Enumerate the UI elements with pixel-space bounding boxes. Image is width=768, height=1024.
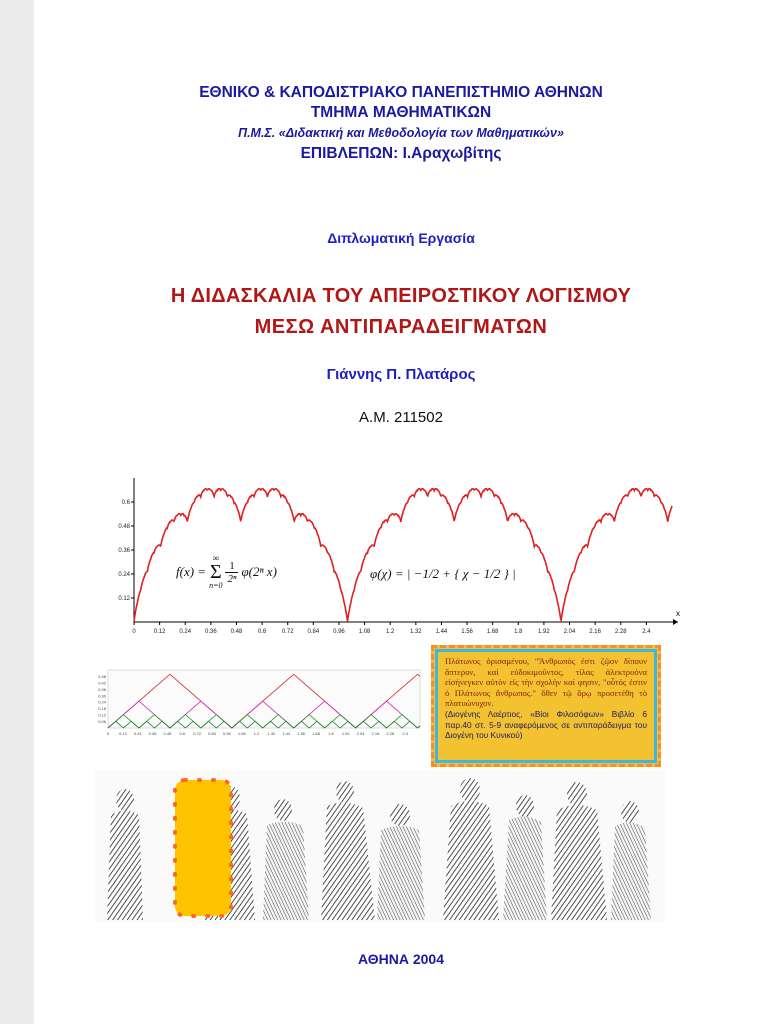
x-tick-label: 0.6 — [257, 629, 267, 635]
x-tick-label: 1.44 — [435, 629, 448, 635]
author-name: Γιάννης Π. Πλατάρος — [326, 366, 476, 383]
x-tick-label: 0.84 — [307, 629, 320, 635]
y-tick-label: 0.48 — [118, 524, 130, 530]
x-tick-label: 1.8 — [328, 731, 334, 736]
formula-f: f(x) = ∞ Σ n=0 1 2ⁿ φ(2ⁿ x) — [176, 553, 277, 590]
x-tick-label: 0 — [106, 731, 110, 736]
thesis-type: Διπλωματική Εργασία — [327, 230, 475, 246]
cover-page — [34, 0, 768, 1024]
x-tick-label: 1.68 — [486, 629, 499, 635]
x-tick-label: 2.16 — [589, 629, 601, 635]
x-tick-label: 1.56 — [297, 731, 306, 736]
y-tick-label: 0.24 — [118, 572, 130, 578]
footer-place-year: ΑΘΗΝΑ 2004 — [358, 951, 444, 967]
department-name: ΤΜΗΜΑ ΜΑΘΗΜΑΤΙΚΩΝ — [310, 104, 492, 121]
formula-phi: φ(χ) = | −1/2 + { χ − 1/2 } | — [370, 566, 516, 581]
x-tick-label: 1.92 — [341, 731, 350, 736]
x-tick-label: 1.2 — [386, 629, 395, 635]
x-tick-label: 0.24 — [133, 731, 142, 736]
x-tick-label: 1.68 — [312, 731, 320, 736]
x-tick-label: 1.2 — [253, 731, 260, 736]
x-tick-label: 2.04 — [563, 629, 576, 635]
x-axis-arrow — [673, 619, 678, 625]
x-tick-label: 0.48 — [163, 731, 172, 736]
student-id: Α.Μ. 211502 — [359, 409, 443, 426]
x-axis-label: x — [676, 609, 680, 618]
quote-citation: (Διογένης Λαέρτιος, «Βίοι Φιλοσόφων» Βιβλίο 6 παρ.40 στ. 5-9 αναφερόμενος σε αντιπαράδειγμα του Διογένη του Κυνικού) — [445, 708, 647, 741]
x-tick-label: 1.08 — [237, 731, 246, 736]
x-tick-label: 0 — [132, 629, 136, 635]
quote-box — [431, 645, 661, 767]
x-tick-label: 2.4 — [402, 731, 408, 736]
formula-f-rhs: φ(2ⁿ x) — [241, 564, 277, 579]
formula-f-lhs: f(x) = — [176, 564, 207, 579]
y-tick-label: 0.30 — [98, 693, 106, 699]
x-tick-label: 1.8 — [514, 629, 523, 635]
x-tick-label: 0.6 — [179, 731, 186, 736]
y-tick-label: 0.24 — [98, 699, 106, 705]
x-tick-label: 0.84 — [208, 731, 216, 736]
x-tick-label: 2.4 — [642, 629, 651, 635]
quote-greek-text: Πλάτωνος ὁρισαμένου, "Ἄνθρωπός ἐστι ζῷον δίπουν ἄπτερον, καὶ εὐδοκιμοῦντος, τίλας ἀλεκτρυόνα εἰσήνεγκεν αὐτὸν εἰς τὴν σχολὴν καί φησιν, "οὗτός ἐστιν ὁ Πλάτωνος ἄνθρωπος." ὅθεν τῷ ὅρῳ προσετέθη τὸ πλατυώνυχον. — [445, 656, 647, 709]
plot-area — [108, 670, 420, 728]
ancient-philosophers-engraving — [95, 770, 665, 922]
y-tick-label: 0.6 — [121, 500, 130, 506]
x-tick-label: 1.92 — [538, 629, 550, 635]
y-tick-label: 0.36 — [118, 548, 130, 554]
x-tick-label: 0.12 — [153, 629, 166, 635]
x-tick-label: 1.44 — [282, 731, 291, 736]
x-tick-label: 2.04 — [356, 731, 365, 736]
program-name: Π.Μ.Σ. «Διδακτική και Μεθοδολογία των Μαθηματικών» — [238, 126, 564, 140]
x-tick-label: 1.56 — [461, 629, 473, 635]
x-tick-label: 0.96 — [333, 629, 345, 635]
sum-symbol: ∞ Σ n=0 — [209, 553, 223, 590]
y-tick-label: 0.12 — [98, 712, 106, 718]
x-tick-label: 1.08 — [358, 629, 371, 635]
university-name: ΕΘΝΙΚΟ & ΚΑΠΟΔΙΣΤΡΙΑΚΟ ΠΑΝΕΠΙΣΤΗΜΙΟ ΑΘΗΝΩΝ — [199, 84, 603, 101]
x-tick-label: 2.28 — [614, 629, 627, 635]
triangle-decomposition-chart — [94, 668, 424, 740]
thesis-title-line2: ΜΕΣΩ ΑΝΤΙΠΑΡΑΔΕΙΓΜΑΤΩΝ — [254, 316, 548, 338]
y-tick-label: 0.18 — [98, 706, 106, 712]
x-tick-label: 1.32 — [409, 629, 422, 635]
x-tick-label: 0.12 — [118, 731, 127, 736]
sum-bottom: n=0 — [209, 581, 223, 590]
x-tick-label: 0.36 — [205, 629, 217, 635]
x-tick-label: 0.72 — [193, 731, 202, 736]
sum-top: ∞ — [212, 553, 219, 563]
x-tick-label: 0.24 — [179, 629, 192, 635]
x-tick-label: 0.48 — [230, 629, 243, 635]
y-tick-label: 0.12 — [118, 596, 130, 602]
x-tick-label: 0.96 — [222, 731, 231, 736]
x-tick-label: 1.32 — [267, 731, 276, 736]
thesis-title-line1: Η ΔΙΔΑΣΚΑΛΙΑ ΤΟΥ ΑΠΕΙΡΟΣΤΙΚΟΥ ΛΟΓΙΣΜΟΥ — [170, 285, 632, 307]
supervisor: ΕΠΙΒΛΕΠΩΝ: Ι.Αραχωβίτης — [300, 145, 502, 162]
x-tick-label: 2.16 — [371, 731, 380, 736]
highlight-cutout — [175, 780, 231, 916]
x-tick-label: 0.72 — [281, 629, 294, 635]
x-tick-label: 2.28 — [386, 731, 395, 736]
y-tick-label: 0.36 — [98, 686, 106, 692]
engraving-figures — [95, 770, 665, 922]
y-tick-label: 0.06 — [98, 719, 106, 725]
y-tick-label: 0.48 — [98, 673, 106, 679]
y-tick-label: 0.42 — [98, 680, 106, 686]
x-tick-label: 0.36 — [148, 731, 157, 736]
